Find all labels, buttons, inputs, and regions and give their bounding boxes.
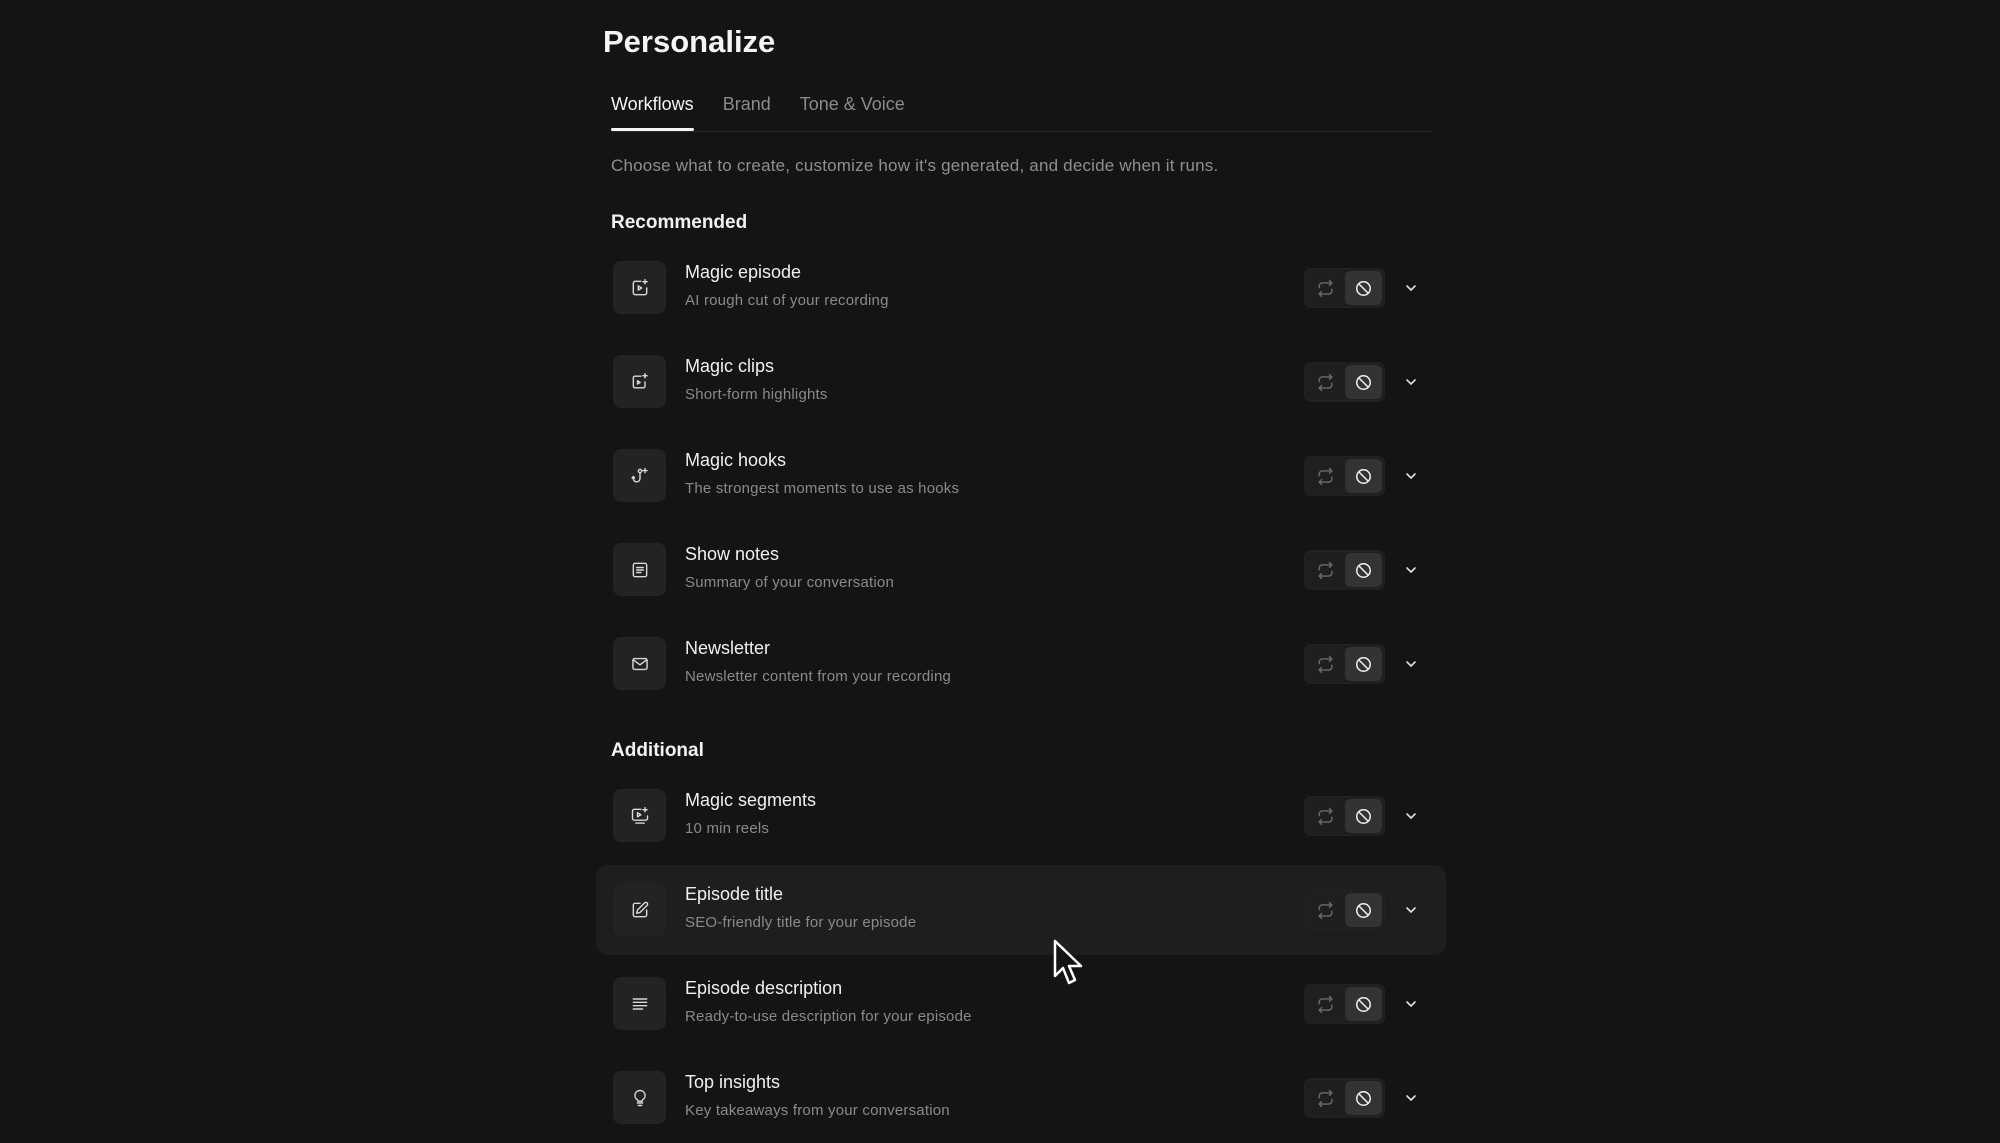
workflow-name: Episode title [685,884,784,904]
workflow-name: Top insights [685,1072,781,1092]
tab-tone-voice[interactable]: Tone & Voice [799,94,905,114]
magic-clips-icon [613,355,666,408]
workflow-description: SEO-friendly title for your episode [685,914,917,931]
workflow-row[interactable] [596,243,1446,333]
ban-icon[interactable] [1345,647,1382,681]
workflow-description: 10 min reels [685,820,770,837]
workflow-description: Newsletter content from your recording [685,668,952,685]
magic-segments-icon [613,789,666,842]
chevron-down-icon[interactable] [1399,464,1423,488]
repeat-icon[interactable] [1307,271,1344,305]
mail-icon [613,637,666,690]
run-mode-toggle [1304,362,1385,402]
magic-hooks-icon [613,449,666,502]
section-title-recommended: Recommended [611,212,748,233]
run-mode-toggle [1304,550,1385,590]
chevron-down-icon[interactable] [1399,1086,1423,1110]
ban-icon[interactable] [1345,1081,1382,1115]
ban-icon[interactable] [1345,553,1382,587]
repeat-icon[interactable] [1307,553,1344,587]
chevron-down-icon[interactable] [1399,276,1423,300]
chevron-down-icon[interactable] [1399,804,1423,828]
repeat-icon[interactable] [1307,459,1344,493]
repeat-icon[interactable] [1307,647,1344,681]
repeat-icon[interactable] [1307,365,1344,399]
run-mode-toggle [1304,456,1385,496]
workflow-name: Magic clips [685,356,775,376]
repeat-icon[interactable] [1307,893,1344,927]
ban-icon[interactable] [1345,365,1382,399]
run-mode-toggle [1304,796,1385,836]
run-mode-toggle [1304,268,1385,308]
ban-icon[interactable] [1345,459,1382,493]
magic-episode-icon [613,261,666,314]
workflow-name: Magic episode [685,262,802,282]
repeat-icon[interactable] [1307,987,1344,1021]
workflow-row[interactable] [596,337,1446,427]
ban-icon[interactable] [1345,271,1382,305]
lightbulb-icon [613,1071,666,1124]
workflow-description: Summary of your conversation [685,574,895,591]
workflow-description: AI rough cut of your recording [685,292,889,309]
chevron-down-icon[interactable] [1399,558,1423,582]
repeat-icon[interactable] [1307,1081,1344,1115]
page-description: Choose what to create, customize how it's generated, and decide when it runs. [611,156,1219,175]
show-notes-icon [613,543,666,596]
align-left-icon [613,977,666,1030]
chevron-down-icon[interactable] [1399,370,1423,394]
workflow-row[interactable] [596,865,1446,955]
workflow-row[interactable] [596,431,1446,521]
run-mode-toggle [1304,1078,1385,1118]
ban-icon[interactable] [1345,893,1382,927]
workflow-row[interactable] [596,1053,1446,1143]
workflow-row[interactable] [596,619,1446,709]
workflow-description: Key takeaways from your conversation [685,1102,950,1119]
tab-workflows[interactable]: Workflows [611,88,694,124]
workflow-description: Short-form highlights [685,386,828,403]
run-mode-toggle [1304,984,1385,1024]
workflow-description: Ready-to-use description for your episode [685,1008,972,1025]
chevron-down-icon[interactable] [1399,652,1423,676]
workflow-description: The strongest moments to use as hooks [685,480,960,497]
ban-icon[interactable] [1345,987,1382,1021]
chevron-down-icon[interactable] [1399,992,1423,1016]
page-title: Personalize [603,24,776,59]
workflow-name: Episode description [685,978,843,998]
edit-icon [613,883,666,936]
tab-brand[interactable]: Brand [722,94,771,114]
tab-bar [611,88,1433,132]
run-mode-toggle [1304,890,1385,930]
workflow-row[interactable] [596,525,1446,615]
workflow-name: Magic segments [685,790,817,810]
workflow-name: Newsletter [685,638,771,658]
workflow-row[interactable] [596,959,1446,1049]
workflow-name: Magic hooks [685,450,787,470]
run-mode-toggle [1304,644,1385,684]
repeat-icon[interactable] [1307,799,1344,833]
workflow-row[interactable] [596,771,1446,861]
section-title-additional: Additional [611,740,704,761]
mouse-cursor-icon [1052,938,1086,988]
ban-icon[interactable] [1345,799,1382,833]
chevron-down-icon[interactable] [1399,898,1423,922]
workflow-name: Show notes [685,544,780,564]
